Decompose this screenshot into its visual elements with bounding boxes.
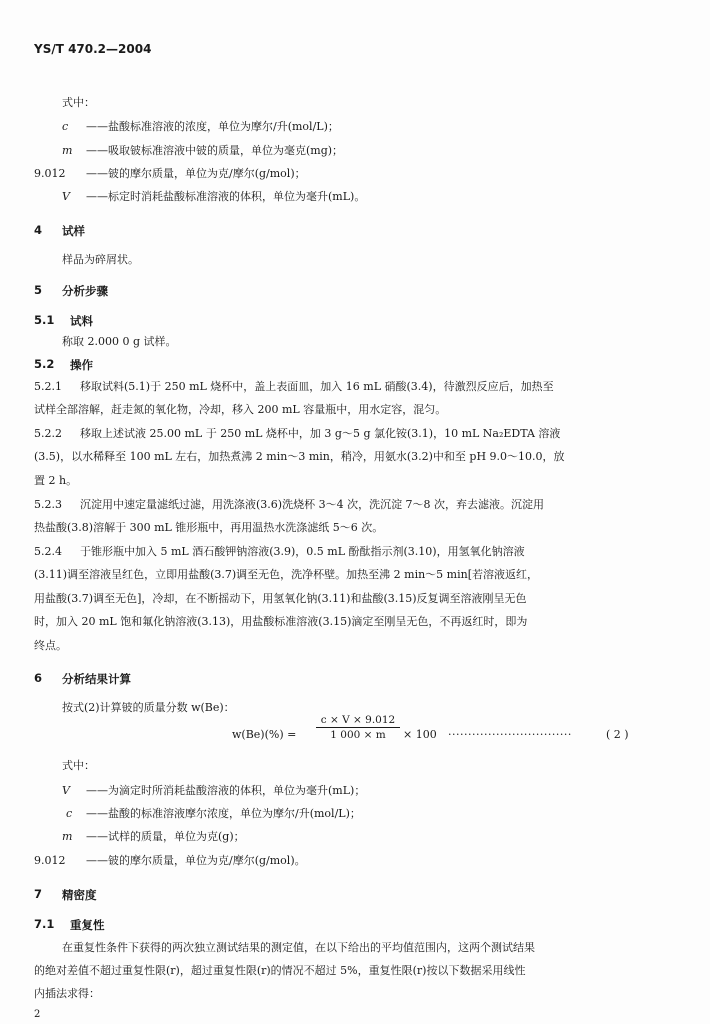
clause-text: 时，加入 20 mL 饱和氟化钠溶液(3.13)，用盐酸标准溶液(3.15)滴定至刚呈无色，不再返红时，即为	[34, 615, 528, 628]
clause-text: 终点。	[34, 639, 67, 652]
subsection-number: 5.2	[34, 357, 55, 371]
section-title: 试样	[62, 224, 85, 238]
section-number: 6	[34, 671, 43, 685]
var-symbol: c	[62, 120, 69, 133]
clause-text: 置 2 h。	[34, 474, 78, 487]
var-symbol: m	[62, 830, 73, 843]
section-title: 精密度	[62, 888, 97, 902]
clause-text: 于锥形瓶中加入 5 mL 酒石酸钾钠溶液(3.9)，0.5 mL 酚酞指示剂(3.10)，用氢氧化钠溶液	[80, 545, 525, 558]
where-intro: 式中：	[62, 759, 95, 772]
var-symbol: c	[66, 807, 73, 820]
page-number: 2	[34, 1009, 41, 1020]
clause-text: (3.11)调至溶液呈红色，立即用盐酸(3.7)调至无色，洗净杯壁。加热至沸 2 min～5 min[若溶液返红，	[34, 568, 538, 581]
where-intro: 式中：	[62, 96, 95, 109]
var-description: ——铍的摩尔质量，单位为克/摩尔(g/mol)；	[86, 167, 306, 180]
subsection-title: 重复性	[70, 918, 105, 932]
clause-text: 用盐酸(3.7)调至无色]，冷却，在不断摇动下，用氢氧化钠(3.11)和盐酸(3.15)反复调至溶液刚呈无色	[34, 592, 527, 605]
var-symbol: V	[62, 784, 70, 797]
var-symbol: 9.012	[34, 167, 66, 180]
var-description: ——铍的摩尔质量，单位为克/摩尔(g/mol)。	[86, 854, 306, 867]
formula-numerator: c × V × 9.012	[320, 714, 396, 726]
clause-text: 内插法求得：	[34, 987, 100, 1000]
formula-tail: × 100	[403, 728, 437, 741]
var-description: ——盐酸标准溶液的浓度，单位为摩尔/升(mol/L)；	[86, 120, 339, 133]
formula-leader-dots: ·······························	[448, 728, 572, 741]
formula-fraction	[316, 714, 400, 741]
var-symbol: V	[62, 190, 70, 203]
clause-number: 5.2.3	[34, 498, 62, 511]
section-title: 分析结果计算	[62, 672, 131, 686]
subsection-body: 称取 2.000 0 g 试样。	[62, 335, 177, 348]
formula-intro: 按式(2)计算铍的质量分数 w(Be)：	[62, 701, 235, 714]
subsection-title: 操作	[70, 358, 93, 372]
formula-denominator: 1 000 × m	[330, 729, 386, 741]
var-description: ——盐酸的标准溶液摩尔浓度，单位为摩尔/升(mol/L)；	[86, 807, 361, 820]
clause-number: 5.2.2	[34, 427, 62, 440]
subsection-title: 试料	[70, 314, 93, 328]
section-number: 7	[34, 887, 43, 901]
clause-text: 移取试料(5.1)于 250 mL 烧杯中，盖上表面皿，加入 16 mL 硝酸(3.4)，待激烈反应后，加热至	[80, 380, 554, 393]
var-description: ——为滴定时所消耗盐酸溶液的体积，单位为毫升(mL)；	[86, 784, 366, 797]
var-description: ——标定时消耗盐酸标准溶液的体积，单位为毫升(mL)。	[86, 190, 366, 203]
var-description: ——试样的质量，单位为克(g)；	[86, 830, 245, 843]
section-number: 5	[34, 283, 43, 297]
clause-number: 5.2.1	[34, 380, 62, 393]
clause-number: 5.2.4	[34, 545, 62, 558]
section-title: 分析步骤	[62, 284, 108, 298]
clause-text: 的绝对差值不超过重复性限(r)，超过重复性限(r)的情况不超过 5%，重复性限(r)按以下数据采用线性	[34, 964, 526, 977]
clause-text: 热盐酸(3.8)溶解于 300 mL 锥形瓶中，再用温热水洗涤滤纸 5～6 次。	[34, 521, 384, 534]
clause-text: 试样全部溶解，赶走氮的氧化物，冷却，移入 200 mL 容量瓶中，用水定容，混匀。	[34, 403, 447, 416]
var-symbol: m	[62, 144, 73, 157]
formula-lhs: w(Be)(%) =	[232, 728, 297, 741]
clause-text: 沉淀用中速定量滤纸过滤，用洗涤液(3.6)洗烧杯 3～4 次，洗沉淀 7～8 次，弃去滤液。沉淀用	[80, 498, 545, 511]
subsection-number: 7.1	[34, 917, 55, 931]
clause-text: (3.5)，以水稀释至 100 mL 左右，加热煮沸 2 min～3 min，稍冷，用氨水(3.2)中和至 pH 9.0～10.0，放	[34, 450, 565, 463]
var-description: ——吸取铍标准溶液中铍的质量，单位为毫克(mg)；	[86, 144, 344, 157]
var-symbol: 9.012	[34, 854, 66, 867]
clause-text: 在重复性条件下获得的两次独立测试结果的测定值，在以下给出的平均值范围内，这两个测试结果	[62, 941, 535, 954]
subsection-number: 5.1	[34, 313, 55, 327]
standard-code: YS/T 470.2—2004	[34, 42, 152, 56]
section-body: 样品为碎屑状。	[62, 253, 139, 266]
clause-text: 移取上述试液 25.00 mL 于 250 mL 烧杯中，加 3 g～5 g 氯化铵(3.1)，10 mL Na₂EDTA 溶液	[80, 427, 561, 440]
section-number: 4	[34, 223, 43, 237]
formula-number: ( 2 )	[606, 728, 629, 741]
